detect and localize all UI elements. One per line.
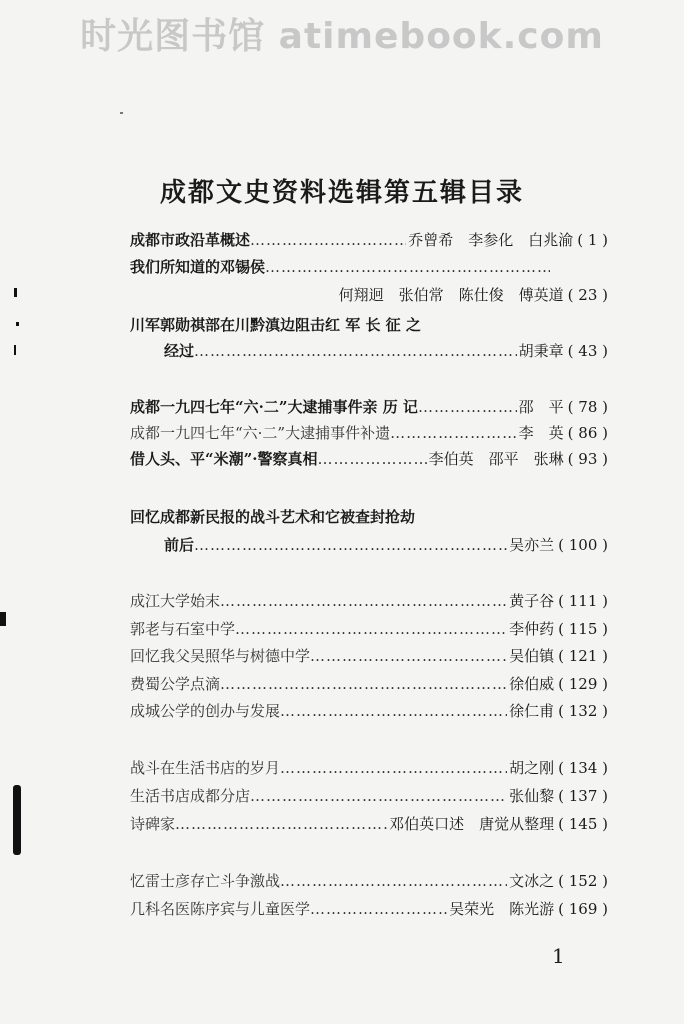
toc-entry-page: ( 43 ) xyxy=(567,342,608,360)
toc-entry xyxy=(130,422,608,444)
toc-entry xyxy=(130,448,608,470)
toc-entry xyxy=(130,618,608,640)
scan-speck xyxy=(16,322,19,326)
toc-entry-title: 费蜀公学点滴 xyxy=(130,675,221,693)
toc-leader-dots xyxy=(194,340,517,362)
toc-leader-dots xyxy=(310,898,447,920)
toc-entry-title: 回忆成都新民报的战斗艺术和它被查封抢劫 xyxy=(130,508,416,526)
toc-entry xyxy=(130,229,608,251)
toc-entry xyxy=(130,590,608,612)
toc-leader-dots xyxy=(280,870,507,892)
toc-leader-dots xyxy=(280,700,507,722)
toc-entry-title: 郭老与石室中学 xyxy=(130,620,236,638)
toc-entry-authors: 李 英 xyxy=(518,424,564,442)
toc-entry-page: ( 111 ) xyxy=(558,592,608,610)
toc-entry-page: ( 93 ) xyxy=(567,450,608,468)
toc-entry-authors: 乔曾希 李参化 白兆渝 xyxy=(408,231,574,249)
toc-entry-page: ( 23 ) xyxy=(567,286,608,304)
toc-entry-page: ( 145 ) xyxy=(558,815,608,833)
toc-entry-page: ( 121 ) xyxy=(558,647,608,665)
toc-entry xyxy=(130,645,608,667)
toc-entry-authors: 何翔迥 张伯常 陈仕俊 傅英道 xyxy=(338,286,564,304)
toc-entry-authors: 李仲药 xyxy=(509,620,555,638)
toc-entry-authors: 胡之刚 xyxy=(509,759,555,777)
watermark: 时光图书馆 atimebook.com xyxy=(80,16,604,57)
toc-entry-title: 诗碑家 xyxy=(130,815,176,833)
toc-entry-title: 回忆我父吴照华与树德中学 xyxy=(130,647,311,665)
toc-entry xyxy=(130,785,608,807)
toc-entry-title: 成城公学的创办与发展 xyxy=(130,702,281,720)
toc-leader-dots xyxy=(250,785,507,807)
toc-entry-authors: 徐伯威 xyxy=(509,675,555,693)
toc-leader-dots xyxy=(194,534,507,556)
scan-speck xyxy=(14,345,16,355)
toc-entry xyxy=(130,396,608,418)
toc-entry-page: ( 115 ) xyxy=(558,620,608,638)
toc-leader-dots xyxy=(235,618,507,640)
toc-entry-page: ( 152 ) xyxy=(558,872,608,890)
scan-speck xyxy=(0,612,6,626)
toc-leader-dots xyxy=(418,396,517,418)
toc-entry-authors: 张仙黎 xyxy=(509,787,555,805)
toc-entry-title: 几科名医陈序宾与儿童医学 xyxy=(130,900,311,918)
toc-entry-page: ( 78 ) xyxy=(567,398,608,416)
toc-entry-title: 忆雷士彦存亡斗争激战 xyxy=(130,872,281,890)
toc-entry-page: ( 134 ) xyxy=(558,759,608,777)
toc-leader-dots xyxy=(175,813,387,835)
toc-leader-dots xyxy=(220,673,507,695)
toc-entry-authors: 徐仁甫 xyxy=(509,702,555,720)
toc-entry xyxy=(130,534,608,556)
toc-entry-page: ( 132 ) xyxy=(558,702,608,720)
toc-entry xyxy=(130,757,608,779)
toc-entry xyxy=(130,340,608,362)
toc-entry-title: 我们所知道的邓锡侯 xyxy=(130,258,266,276)
toc-entry xyxy=(130,506,608,528)
toc-entry xyxy=(130,314,608,336)
scan-speck xyxy=(14,288,17,297)
toc-entry-authors: 吴荣光 陈光游 xyxy=(449,900,555,918)
scan-speck xyxy=(120,112,123,114)
page-number: 1 xyxy=(552,944,565,968)
toc-leader-dots xyxy=(317,448,426,470)
toc-entry-title: 成都一九四七年“六·二”大逮捕事件补遗 xyxy=(130,424,391,442)
toc-entry-title: 成都市政沿革概述 xyxy=(130,231,251,249)
toc-entry-title: 成都一九四七年“六·二”大逮捕事件亲 历 记 xyxy=(130,398,418,416)
toc-entry-title: 生活书店成都分店 xyxy=(130,787,251,805)
toc-entry xyxy=(130,256,550,278)
toc-entry-page: ( 137 ) xyxy=(558,787,608,805)
toc-entry-page: ( 1 ) xyxy=(577,231,608,249)
toc-entry xyxy=(130,700,608,722)
toc-entry xyxy=(130,870,608,892)
page-title: 成都文史资料选辑第五辑目录 xyxy=(159,178,524,208)
toc-entry-authors: 邓伯英口述 唐觉从整理 xyxy=(389,815,555,833)
toc-entry-title: 成江大学始末 xyxy=(130,592,221,610)
toc-entry-title: 经过 xyxy=(164,342,195,360)
toc-entry-title: 借人头、平“米潮”·警察真相 xyxy=(130,450,318,468)
toc-leader-dots xyxy=(220,590,507,612)
toc-entry xyxy=(130,898,608,920)
toc-leader-dots xyxy=(265,256,550,278)
toc-entry-page: ( 100 ) xyxy=(558,536,608,554)
toc-entry-authors: 邵 平 xyxy=(518,398,564,416)
toc-leader-dots xyxy=(250,229,406,251)
toc-leader-dots xyxy=(390,422,517,444)
toc-entry-page: ( 129 ) xyxy=(558,675,608,693)
toc-leader-dots xyxy=(280,757,507,779)
toc-entry-authors: 胡秉章 xyxy=(518,342,564,360)
toc-entry xyxy=(130,673,608,695)
toc-entry-authors: 李伯英 邵平 张琳 xyxy=(428,450,564,468)
toc-entry-title: 前后 xyxy=(164,536,195,554)
toc-entry-page: ( 169 ) xyxy=(558,900,608,918)
toc-leader-dots xyxy=(310,645,507,667)
toc-entry-authors: 吴伯镇 xyxy=(509,647,555,665)
toc-entry-authors: 文冰之 xyxy=(509,872,555,890)
toc-entry-authors: 黄子谷 xyxy=(509,592,555,610)
toc-entry xyxy=(130,813,608,835)
toc-entry-title: 川军郭勋祺部在川黔滇边阻击红 军 长 征 之 xyxy=(130,316,421,334)
scan-smudge xyxy=(13,785,21,855)
toc-entry xyxy=(130,284,608,306)
toc-entry-page: ( 86 ) xyxy=(567,424,608,442)
toc-entry-title: 战斗在生活书店的岁月 xyxy=(130,759,281,777)
toc-entry-authors: 吴亦兰 xyxy=(509,536,555,554)
